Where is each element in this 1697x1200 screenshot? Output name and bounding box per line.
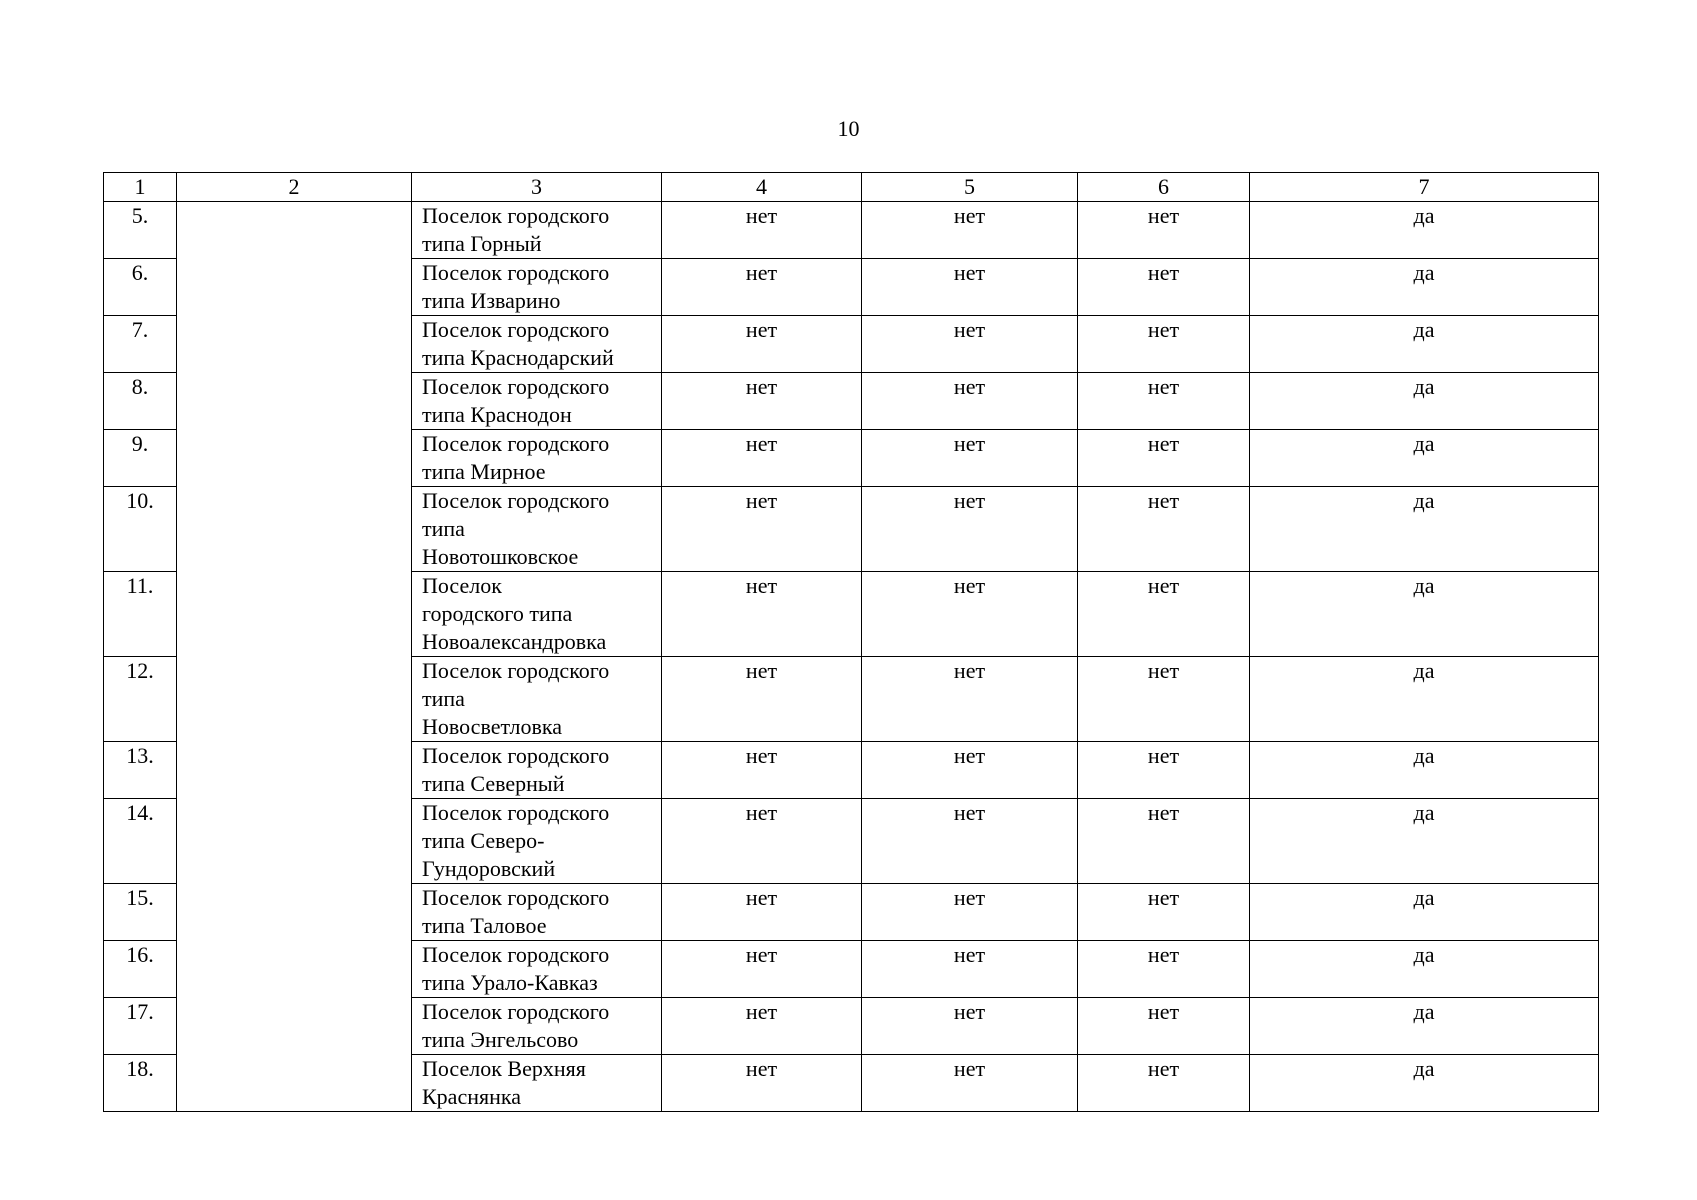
cell-c7: да	[1250, 373, 1599, 430]
cell-c7: да	[1250, 487, 1599, 572]
cell-c6: нет	[1078, 657, 1250, 742]
settlement-name-line: типа Северо-	[422, 828, 545, 853]
settlement-name	[412, 998, 662, 1055]
settlement-name	[412, 316, 662, 373]
settlement-name-line: Поселок городского	[422, 260, 610, 285]
settlement-name-line: Поселок Верхняя	[422, 1056, 586, 1081]
row-number: 16.	[104, 941, 177, 998]
settlement-name-line: типа	[422, 686, 465, 711]
cell-c6: нет	[1078, 998, 1250, 1055]
cell-c7: да	[1250, 202, 1599, 259]
row-number: 18.	[104, 1055, 177, 1112]
cell-c4: нет	[662, 572, 862, 657]
cell-c6: нет	[1078, 259, 1250, 316]
cell-c7: да	[1250, 259, 1599, 316]
settlement-name-line: типа Энгельсово	[422, 1027, 579, 1052]
cell-c5: нет	[862, 884, 1078, 941]
settlement-name	[412, 799, 662, 884]
settlement-name-line: Новоалександровка	[422, 629, 607, 654]
column-header: 3	[412, 173, 662, 202]
column-header: 1	[104, 173, 177, 202]
cell-c6: нет	[1078, 799, 1250, 884]
settlement-name	[412, 487, 662, 572]
cell-c4: нет	[662, 742, 862, 799]
settlement-name-line: Поселок городского	[422, 488, 610, 513]
cell-c6: нет	[1078, 430, 1250, 487]
settlement-name	[412, 884, 662, 941]
cell-c4: нет	[662, 657, 862, 742]
settlement-name-line: Поселок городского	[422, 317, 610, 342]
row-number: 13.	[104, 742, 177, 799]
settlement-name-line: типа Горный	[422, 231, 542, 256]
settlement-name	[412, 941, 662, 998]
cell-c6: нет	[1078, 572, 1250, 657]
table-row	[104, 202, 1599, 259]
row-number: 14.	[104, 799, 177, 884]
cell-c5: нет	[862, 799, 1078, 884]
cell-c6: нет	[1078, 884, 1250, 941]
cell-c7: да	[1250, 1055, 1599, 1112]
cell-c5: нет	[862, 373, 1078, 430]
settlement-name	[412, 657, 662, 742]
cell-c6: нет	[1078, 373, 1250, 430]
row-number: 8.	[104, 373, 177, 430]
settlement-name-line: Краснянка	[422, 1084, 521, 1109]
settlement-name-line: типа Урало-Кавказ	[422, 970, 598, 995]
cell-c6: нет	[1078, 742, 1250, 799]
row-number: 10.	[104, 487, 177, 572]
cell-c4: нет	[662, 1055, 862, 1112]
cell-c5: нет	[862, 657, 1078, 742]
settlement-name-line: типа	[422, 516, 465, 541]
cell-c6: нет	[1078, 487, 1250, 572]
cell-c5: нет	[862, 316, 1078, 373]
settlement-name-line: Поселок городского	[422, 800, 610, 825]
cell-c5: нет	[862, 259, 1078, 316]
settlement-name	[412, 1055, 662, 1112]
settlement-name	[412, 572, 662, 657]
cell-c4: нет	[662, 430, 862, 487]
table-header-row	[104, 173, 1599, 202]
settlement-name-line: Поселок	[422, 573, 502, 598]
column-2-merged-cell	[177, 202, 412, 1112]
settlement-name-line: городского типа	[422, 601, 573, 626]
row-number: 5.	[104, 202, 177, 259]
cell-c7: да	[1250, 884, 1599, 941]
cell-c4: нет	[662, 316, 862, 373]
settlement-name-line: Поселок городского	[422, 885, 610, 910]
column-header: 7	[1250, 173, 1599, 202]
cell-c4: нет	[662, 941, 862, 998]
row-number: 17.	[104, 998, 177, 1055]
settlements-table	[103, 172, 1599, 1112]
settlement-name-line: Новосветловка	[422, 714, 563, 739]
settlement-name	[412, 373, 662, 430]
cell-c6: нет	[1078, 202, 1250, 259]
settlement-name-line: Поселок городского	[422, 374, 610, 399]
settlement-name	[412, 202, 662, 259]
row-number: 11.	[104, 572, 177, 657]
column-header: 6	[1078, 173, 1250, 202]
row-number: 15.	[104, 884, 177, 941]
settlement-name	[412, 430, 662, 487]
settlement-name-line: типа Мирное	[422, 459, 546, 484]
cell-c6: нет	[1078, 1055, 1250, 1112]
settlement-name-line: типа Таловое	[422, 913, 547, 938]
cell-c7: да	[1250, 799, 1599, 884]
cell-c5: нет	[862, 941, 1078, 998]
cell-c5: нет	[862, 1055, 1078, 1112]
settlement-name-line: Поселок городского	[422, 431, 610, 456]
cell-c4: нет	[662, 998, 862, 1055]
row-number: 6.	[104, 259, 177, 316]
settlement-name-line: типа Краснодарский	[422, 345, 614, 370]
cell-c5: нет	[862, 487, 1078, 572]
column-header: 4	[662, 173, 862, 202]
settlement-name-line: типа Изварино	[422, 288, 561, 313]
settlement-name	[412, 259, 662, 316]
cell-c5: нет	[862, 202, 1078, 259]
cell-c7: да	[1250, 998, 1599, 1055]
settlement-name-line: Новотошковское	[422, 544, 579, 569]
cell-c4: нет	[662, 373, 862, 430]
cell-c4: нет	[662, 259, 862, 316]
cell-c4: нет	[662, 202, 862, 259]
settlement-name	[412, 742, 662, 799]
cell-c6: нет	[1078, 941, 1250, 998]
cell-c5: нет	[862, 742, 1078, 799]
cell-c7: да	[1250, 657, 1599, 742]
cell-c7: да	[1250, 572, 1599, 657]
cell-c5: нет	[862, 430, 1078, 487]
settlement-name-line: Поселок городского	[422, 658, 610, 683]
column-header: 5	[862, 173, 1078, 202]
row-number: 7.	[104, 316, 177, 373]
cell-c4: нет	[662, 884, 862, 941]
settlement-name-line: Гундоровский	[422, 856, 556, 881]
cell-c7: да	[1250, 941, 1599, 998]
settlement-name-line: Поселок городского	[422, 743, 610, 768]
cell-c4: нет	[662, 487, 862, 572]
cell-c5: нет	[862, 998, 1078, 1055]
row-number: 12.	[104, 657, 177, 742]
settlement-name-line: Поселок городского	[422, 942, 610, 967]
cell-c7: да	[1250, 316, 1599, 373]
row-number: 9.	[104, 430, 177, 487]
settlement-name-line: Поселок городского	[422, 203, 610, 228]
settlement-name-line: типа Краснодон	[422, 402, 572, 427]
cell-c4: нет	[662, 799, 862, 884]
cell-c7: да	[1250, 430, 1599, 487]
cell-c7: да	[1250, 742, 1599, 799]
cell-c6: нет	[1078, 316, 1250, 373]
column-header: 2	[177, 173, 412, 202]
settlement-name-line: Поселок городского	[422, 999, 610, 1024]
page-number: 10	[837, 116, 860, 141]
settlement-name-line: типа Северный	[422, 771, 565, 796]
cell-c5: нет	[862, 572, 1078, 657]
